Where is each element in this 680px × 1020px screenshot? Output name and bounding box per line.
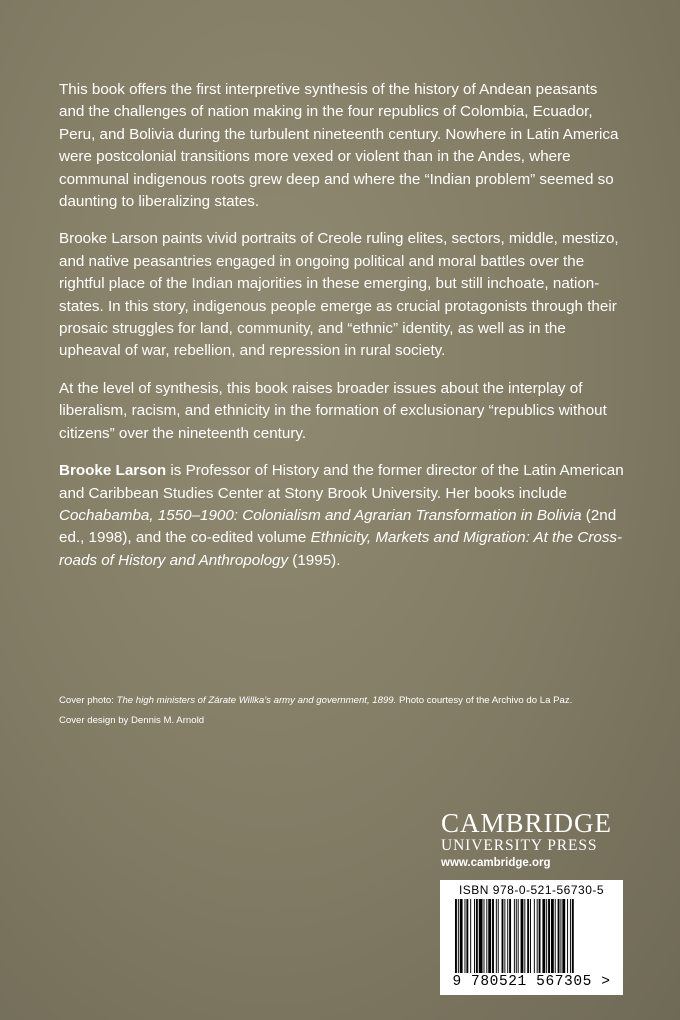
barcode-bar	[537, 899, 538, 973]
publisher-logo	[441, 809, 631, 871]
design-credit: Cover design by Dennis M. Arnold	[59, 715, 205, 726]
barcode-bar	[474, 899, 475, 973]
barcode-bar	[560, 899, 561, 973]
barcode-bars-icon	[449, 899, 614, 975]
blurb-paragraph-3: At the level of synthesis, this book raises broader issues about the interplay of liberalism, racism, and ethnicity in the formation of exclusionary “republics without citizens” over the nineteenth century.	[59, 379, 607, 442]
photo-credit	[59, 694, 639, 708]
barcode-bar	[524, 899, 525, 973]
barcode-bar	[486, 899, 487, 973]
barcode-bar	[546, 899, 547, 973]
barcode-bar	[507, 899, 508, 973]
barcode-bar	[570, 899, 571, 973]
author-name: Brooke Larson	[59, 462, 167, 480]
isbn-barcode	[440, 880, 623, 995]
cover-credits	[59, 694, 639, 734]
barcode-bar	[516, 899, 517, 973]
publisher-subtitle: UNIVERSITY PRESS	[441, 837, 598, 854]
author-bio-text-1: is Professor of History and the former director of the Latin American and Caribbean Studies Center at Stony Brook University. Her books include	[59, 462, 624, 502]
barcode-bar	[502, 899, 504, 973]
barcode-bar	[558, 899, 560, 973]
author-bio-text-2: (2nd ed., 1998), and the co-edited volume	[59, 506, 617, 547]
barcode-bar	[530, 899, 531, 973]
barcode-bar	[534, 899, 535, 973]
barcode-bar	[527, 899, 529, 973]
barcode-bar	[542, 899, 545, 973]
publisher-url: www.cambridge.org	[441, 857, 551, 869]
barcode-bar	[555, 899, 556, 973]
barcode-bar	[496, 899, 497, 973]
ean-digits: 9 780521 567305 >	[452, 974, 611, 990]
barcode-bar	[466, 899, 468, 973]
author-bio	[59, 460, 625, 572]
photo-credit-label: Cover photo:	[59, 695, 117, 706]
barcode-bar	[479, 899, 483, 973]
barcode-bar	[484, 899, 485, 973]
barcode-bar	[488, 899, 491, 973]
photo-credit-courtesy: Photo courtesy of the Archivo do La Paz.	[396, 695, 573, 706]
photo-credit-title: The high ministers of Zárate Willka’s army and government, 1899.	[116, 695, 397, 706]
barcode-bar	[562, 899, 565, 973]
barcode-bar	[492, 899, 494, 973]
blurb-paragraph-1: This book offers the first interpretive synthesis of the history of Andean peasants and the challenges of nation making in the four republics of Colombia, Ecuador, Peru, and Bolivia during the turbulent nineteenth century. Nowhere in Latin America were postcolonial transitions more vexed or violent than in the Andes, where communal indigenous roots grew deep and where the “Indian problem” seemed so daunting to liberalizing states.	[59, 81, 619, 211]
barcode-bar	[514, 899, 515, 973]
isbn-label: ISBN 978-0-521-56730-5	[458, 883, 605, 897]
author-bio-text-3: (1995).	[288, 551, 341, 569]
publisher-name: CAMBRIDGE	[441, 808, 613, 838]
barcode-bar	[465, 899, 466, 973]
blurb	[59, 79, 625, 587]
barcode-bar	[455, 899, 457, 973]
barcode-bar	[567, 899, 568, 973]
barcode-bar	[458, 899, 459, 973]
barcode-bar	[518, 899, 519, 973]
barcode-bar	[572, 899, 574, 973]
barcode-bar	[460, 899, 463, 973]
barcode-bar	[548, 899, 550, 973]
barcode-bar	[509, 899, 511, 973]
barcode-bar	[551, 899, 554, 973]
barcode-bar	[504, 899, 505, 973]
barcode-bar	[539, 899, 541, 973]
barcode-bar	[521, 899, 524, 973]
barcode-bar	[470, 899, 471, 973]
author-book-2: Ethnicity, Markets and Migration: At the Cross-roads of History and Anthropology	[59, 529, 623, 569]
barcode-bar	[498, 899, 499, 973]
blurb-paragraph-2: Brooke Larson paints vivid portraits of Creole ruling elites, sectors, middle, mestizo, and native peasantries engaged in ongoing political and moral battles over the rightful place of the Indian majorities in these emerging, but still inchoate, nation-states. In this story, indigenous people emerge as crucial protagonists through their prosaic struggles for land, community, and “ethnic” identity, as well as in the upheaval of war, rebellion, and repression in rural society.	[59, 230, 619, 360]
author-book-1: Cochabamba, 1550–1900: Colonialism and Agrarian Transformation in Bolivia	[59, 506, 582, 524]
barcode-bar	[476, 899, 478, 973]
